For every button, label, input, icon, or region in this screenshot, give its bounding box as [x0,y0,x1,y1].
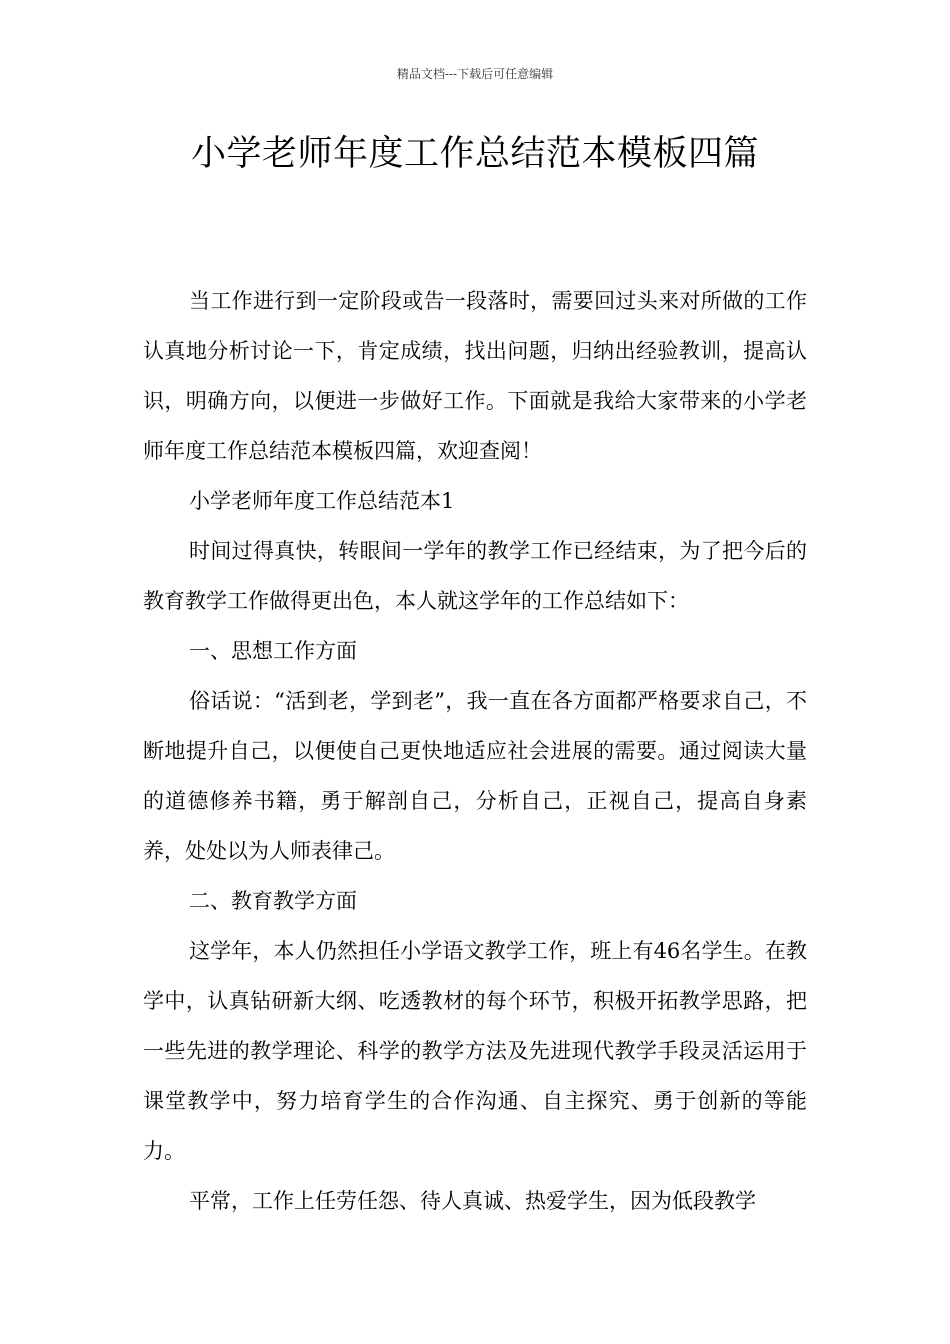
body-paragraph: 俗话说：“活到老，学到老”，我一直在各方面都严格要求自己，不断地提升自己，以便使自己更快地适应社会进展的需要。通过阅读大量的道德修养书籍，勇于解剖自己，分析自己，正视自己，提高自身素养，处处以为人师表律己。 [143,689,807,863]
section-heading-thought-work: 一、思想工作方面 [189,639,357,663]
document-body [143,276,807,1226]
body-paragraph: 这学年，本人仍然担任小学语文教学工作，班上有46名学生。在教学中，认真钻研新大纲、吃透教材的每个环节，积极开拓教学思路，把一些先进的教学理论、科学的教学方法及先进现代教学手段灵活运用于课堂教学中，努力培育学生的合作沟通、自主探究、勇于创新的等能力。 [143,939,807,1163]
body-paragraph: 时间过得真快，转眼间一学年的教学工作已经结束，为了把今后的教育教学工作做得更出色，本人就这学年的工作总结如下： [143,539,807,613]
section-heading-sample-1: 小学老师年度工作总结范本1 [189,489,455,513]
document-title: 小学老师年度工作总结范本模板四篇 [190,134,759,174]
section-heading-teaching: 二、教育教学方面 [189,889,357,913]
header-note: 精品文档---下载后可任意编辑 [396,67,554,81]
body-paragraph: 平常，工作上任劳任怨、待人真诚、热爱学生，因为低段教学 [189,1189,756,1213]
intro-paragraph: 当工作进行到一定阶段或告一段落时，需要回过头来对所做的工作认真地分析讨论一下，肯定成绩，找出问题，归纳出经验教训，提高认识，明确方向，以便进一步做好工作。下面就是我给大家带来的小学老师年度工作总结范本模板四篇，欢迎查阅！ [143,289,807,463]
